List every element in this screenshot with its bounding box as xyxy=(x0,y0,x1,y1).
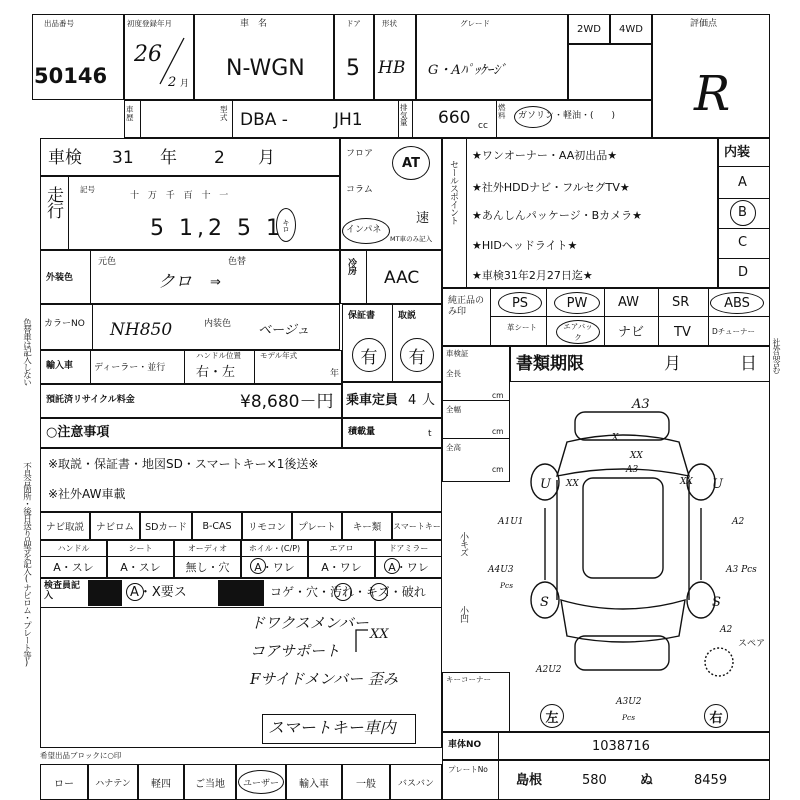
left-side-circle xyxy=(540,704,564,728)
shift-inpane: インパネ xyxy=(346,225,382,235)
capacity-unit: 人 xyxy=(422,393,436,408)
inspection-year-unit: 年 xyxy=(160,148,177,168)
acc-sd-card: SDカード xyxy=(140,512,192,540)
cond-value-wheel: A・ワレ xyxy=(241,556,308,578)
equip-ps: PS xyxy=(511,295,529,311)
import-dealer: ディーラー・並行 xyxy=(94,363,166,373)
equip-abs-circle xyxy=(710,292,764,314)
acc-bcas: B-CAS xyxy=(192,512,242,540)
inspector-scratch-circle xyxy=(370,583,388,601)
dmg-xx-1: XX xyxy=(630,451,643,461)
notes-label: ○注意事項 xyxy=(46,425,110,440)
cond-value-audio: 無し・穴 xyxy=(174,556,241,578)
shift-column: コラム xyxy=(346,185,373,195)
plate-area: 島根 xyxy=(516,773,543,788)
chassis-value: 1038716 xyxy=(592,739,650,754)
model-prefix: DBA - xyxy=(240,110,288,130)
wheel-a-circle xyxy=(250,558,266,574)
equip-pw-circle xyxy=(554,292,600,314)
footer-busvan: バスバン xyxy=(390,764,442,800)
left-side-label: 左 xyxy=(545,710,559,726)
notes-line1: ※取説・保証書・地図SD・スマートキー×1後送※ xyxy=(48,457,319,471)
inspection-label: 車検 xyxy=(48,148,82,168)
docs-month: 月 xyxy=(664,354,681,374)
cond-header-wheel: ホイル・(C/P) xyxy=(241,540,308,556)
interior-grade-d: D xyxy=(738,265,749,280)
cc-unit: cc xyxy=(478,121,488,131)
cond-value-handle: A・スレ xyxy=(40,556,107,578)
side-label-scratch: 小キズ xyxy=(458,532,468,556)
cond-header-aero: エアロ xyxy=(308,540,375,556)
size-length-cm: cm xyxy=(492,391,504,400)
margin-left-bottom: 不具合箇所・後日送り品等を記入(ナビロム・プレート等) xyxy=(21,462,32,668)
drive-4wd: 4WD xyxy=(610,14,652,44)
door-label: ドア xyxy=(346,19,361,28)
equip-aw: AW xyxy=(618,295,640,310)
shift-at: AT xyxy=(402,155,420,171)
footer-local: ご当地 xyxy=(184,764,236,800)
handle-value: 右・左 xyxy=(196,365,236,380)
import-label: 輸入車 xyxy=(46,361,74,371)
right-side-label: 右 xyxy=(709,710,723,726)
dmg-a4u3: A4U3 xyxy=(488,565,514,575)
dmg-x: X xyxy=(612,433,619,443)
dmg-a3pcs: A3 Pcs xyxy=(726,565,757,575)
inspection-month: 2 xyxy=(214,148,225,168)
dmg-a2-right: A2 xyxy=(732,517,745,527)
lot-label: 出品番号 xyxy=(44,19,74,28)
equip-dtuner: Dチューナー xyxy=(712,327,756,336)
door-value: 5 xyxy=(346,56,360,81)
interior-color-value: ベージュ xyxy=(258,323,310,338)
capacity-label: 乗車定員 xyxy=(346,393,399,408)
interior-label: 内装 xyxy=(724,145,751,160)
shift-at-circle xyxy=(392,146,430,180)
handle-label: ハンドル位置 xyxy=(196,351,241,360)
inspection-year: 31 xyxy=(112,148,134,168)
equip-tv: TV xyxy=(674,325,691,340)
load-label: 積載量 xyxy=(348,427,376,437)
inspector-label: 検査員記入 xyxy=(44,581,81,601)
footer-general: 一般 xyxy=(342,764,390,800)
footer-user-circle xyxy=(238,770,284,794)
footer-import: 輸入車 xyxy=(286,764,342,800)
key-corner-label: キーコーナー xyxy=(446,675,491,684)
acc-smart-key: スマートキー xyxy=(392,512,442,540)
smart-key-note: スマートキー車内 xyxy=(268,718,396,737)
notes-line2: ※社外AW車載 xyxy=(48,487,126,501)
footer-hanaten: ハナテン xyxy=(88,764,138,800)
dmg-a1u1: A1U1 xyxy=(498,517,524,527)
dmg-pcs-1: Pcs xyxy=(500,581,514,590)
dmg-xx-2: XX xyxy=(566,479,579,489)
bracket-line xyxy=(244,612,384,662)
dmg-u-right: U xyxy=(712,477,723,492)
ac-value: AAC xyxy=(384,268,420,288)
recycle-label: 預託済リサイクル料金 xyxy=(46,395,135,405)
equip-airbag: エアバック xyxy=(563,322,593,342)
exterior-change-label: 色替 xyxy=(228,257,247,267)
first-reg-month: 2 xyxy=(168,75,177,90)
inspection-month-unit: 月 xyxy=(258,148,275,168)
margin-left-top: 色替車は記入しない xyxy=(21,318,32,386)
sales-point-3: ★あんしんパッケージ・Bカメラ★ xyxy=(472,209,643,222)
dmg-a3-2: A3 xyxy=(626,465,639,475)
inspector-black-block-2 xyxy=(218,580,264,606)
inspector-right: コゲ・穴・汚れ・キズ・破れ xyxy=(270,585,426,599)
first-reg-label: 初度登録年月 xyxy=(127,19,172,28)
cond-header-mirror: ドアミラー xyxy=(375,540,442,556)
sales-points-label: セールスポイント xyxy=(448,160,458,224)
equip-ps-circle xyxy=(498,292,542,314)
acc-navi-rom: ナビロム xyxy=(90,512,140,540)
model-year-unit: 年 xyxy=(330,369,340,379)
mileage-unit-circle xyxy=(276,208,296,242)
hand-line1: ドワクスメンバー xyxy=(250,614,369,632)
exterior-arrow: ⇒ xyxy=(210,275,221,290)
footer-label: 希望出品ブロックに○印 xyxy=(40,751,122,760)
docs-day: 日 xyxy=(740,354,757,374)
model-year-label: モデル年式 xyxy=(260,351,298,360)
interior-color-label: 内装色 xyxy=(204,319,232,329)
dmg-a2-rear: A2 xyxy=(720,625,733,635)
warranty-yes-circle xyxy=(352,338,386,372)
dmg-a2u2: A2U2 xyxy=(536,665,562,675)
mileage-unit-label: 記号 xyxy=(80,185,95,194)
shift-floor: フロア xyxy=(346,149,374,159)
grade-value: G・Aﾊﾟｯｹｰｼﾞ xyxy=(428,63,507,78)
interior-grade-b: B xyxy=(738,205,747,220)
plate-number: 8459 xyxy=(694,773,728,788)
inspector-black-block-1 xyxy=(88,580,122,606)
footer-kei: 軽四 xyxy=(138,764,184,800)
dmg-s-left: S xyxy=(540,595,549,610)
capacity-value: 4 xyxy=(408,393,417,408)
fuel-label: 燃料 xyxy=(498,103,506,120)
side-label-dent: 小凹 xyxy=(458,606,468,622)
shift-inpane-circle xyxy=(342,218,390,244)
dmg-xx-3: XX xyxy=(680,477,693,487)
warranty-label: 保証書 xyxy=(348,311,376,321)
equip-abs: ABS xyxy=(724,295,750,311)
dmg-a3u2: A3U2 xyxy=(616,697,642,707)
drive-blank xyxy=(568,44,652,100)
dmg-s-right: S xyxy=(712,595,721,610)
margin-right: 社外品含む xyxy=(772,338,781,373)
size-width-cm: cm xyxy=(492,427,504,436)
size-height: 全高 xyxy=(446,443,461,452)
dmg-u-left: U xyxy=(540,477,551,492)
sales-point-2: ★社外HDDナビ・フルセグTV★ xyxy=(472,181,630,194)
docs-label: 書類期限 xyxy=(516,354,584,374)
cond-value-aero: A・ワレ xyxy=(308,556,375,578)
name-label: 車 名 xyxy=(240,19,268,29)
fuel-options: ガソリン・軽油・( ) xyxy=(518,111,616,121)
plate-class: 580 xyxy=(582,773,607,788)
mt-note: MT車のみ記入 xyxy=(390,235,433,243)
inspector-dirt-circle xyxy=(334,583,352,601)
exterior-orig-value: クロ xyxy=(158,272,192,292)
recycle-value: ¥8,680－円 xyxy=(240,392,334,412)
displacement-value: 660 xyxy=(438,108,471,128)
ac-label: 冷房 xyxy=(346,258,356,274)
size-length: 全長 xyxy=(446,369,461,378)
interior-grade-c: C xyxy=(738,235,748,250)
dmg-a3-top: A3 xyxy=(632,397,650,412)
mileage-label: 走行 xyxy=(43,186,63,218)
first-reg-month-unit: 月 xyxy=(180,79,190,89)
car-diagram xyxy=(505,397,765,700)
acc-navi-manual: ナビ取説 xyxy=(40,512,90,540)
equip-leather: 革シート xyxy=(507,323,537,332)
slash-divider xyxy=(156,36,186,86)
drive-2wd: 2WD xyxy=(568,14,610,44)
mileage-digits-label: 十 万 千 百 十 一 xyxy=(130,191,232,201)
hand-line3: Fサイドメンバー 歪み xyxy=(250,670,398,688)
name-value: N-WGN xyxy=(226,56,305,81)
first-reg-year: 26 xyxy=(134,42,162,67)
grade-box xyxy=(416,14,568,100)
model-code: JH1 xyxy=(334,110,363,130)
size-label: 車検証 xyxy=(446,349,469,358)
acc-remote: リモコン xyxy=(242,512,292,540)
shape-label: 形状 xyxy=(382,19,397,28)
lot-number: 50146 xyxy=(34,64,108,88)
cond-header-audio: オーディオ xyxy=(174,540,241,556)
sales-point-5: ★車検31年2月27日迄★ xyxy=(472,269,593,282)
mileage-value: 5 1,2 5 1 xyxy=(150,216,284,241)
score-label: 評価点 xyxy=(690,19,718,29)
score-value: R xyxy=(694,66,731,122)
right-side-circle xyxy=(704,704,728,728)
plate-label: プレートNo xyxy=(448,765,488,774)
displacement-label: 排気量 xyxy=(400,103,408,127)
shape-value: HB xyxy=(378,58,406,78)
history-label: 車歴 xyxy=(126,105,134,122)
exterior-label: 外装色 xyxy=(46,273,74,283)
equip-airbag-circle xyxy=(556,320,600,344)
sales-point-4: ★HIDヘッドライト★ xyxy=(472,239,578,252)
color-no-label: カラーNO xyxy=(44,319,85,329)
footer-low: ロー xyxy=(40,764,88,800)
fuel-gasoline-circle xyxy=(514,106,552,128)
inspector-mid: A・X要ス xyxy=(130,585,187,600)
manual-yes-circle xyxy=(400,338,434,372)
footer-user: ユーザー xyxy=(236,764,286,800)
sales-point-1: ★ワンオーナー・AA初出品★ xyxy=(472,149,618,162)
acc-keys: キー類 xyxy=(342,512,392,540)
interior-grade-b-circle xyxy=(730,200,756,226)
warranty-yes: 有 xyxy=(360,347,378,368)
cond-header-seat: シート xyxy=(107,540,174,556)
inspection-row xyxy=(40,138,340,176)
dmg-pcs-2: Pcs xyxy=(622,713,636,722)
equip-pw: PW xyxy=(566,295,588,311)
cond-header-handle: ハンドル xyxy=(40,540,107,556)
cond-value-mirror: A・ワレ xyxy=(375,556,442,578)
manual-label: 取説 xyxy=(398,311,417,321)
color-no-value: NH850 xyxy=(110,320,173,340)
model-label: 型式 xyxy=(220,105,228,122)
manual-yes: 有 xyxy=(408,347,426,368)
equip-navi: ナビ xyxy=(618,325,645,340)
size-width: 全幅 xyxy=(446,405,461,414)
mirror-a-circle xyxy=(384,558,400,574)
chassis-label: 車体NO xyxy=(448,740,482,750)
plate-kana: ぬ xyxy=(640,773,654,788)
shift-speed: 速 xyxy=(416,211,430,226)
mileage-unit-value: キロ xyxy=(281,218,291,232)
grade-label: グレード xyxy=(460,19,490,28)
interior-grade-a: A xyxy=(738,175,747,190)
load-unit: t xyxy=(428,429,432,439)
equip-label: 純正品のみ印 xyxy=(448,296,485,318)
exterior-orig-label: 元色 xyxy=(98,257,117,267)
hand-line1b: XX xyxy=(370,627,389,642)
spare-label: スペア xyxy=(738,639,766,649)
acc-plate: プレート xyxy=(292,512,342,540)
size-height-cm: cm xyxy=(492,465,504,474)
cond-value-seat: A・スレ xyxy=(107,556,174,578)
hand-line2: コアサポート xyxy=(250,642,341,660)
inspector-a-circle xyxy=(126,583,144,601)
equip-sr: SR xyxy=(672,295,690,310)
